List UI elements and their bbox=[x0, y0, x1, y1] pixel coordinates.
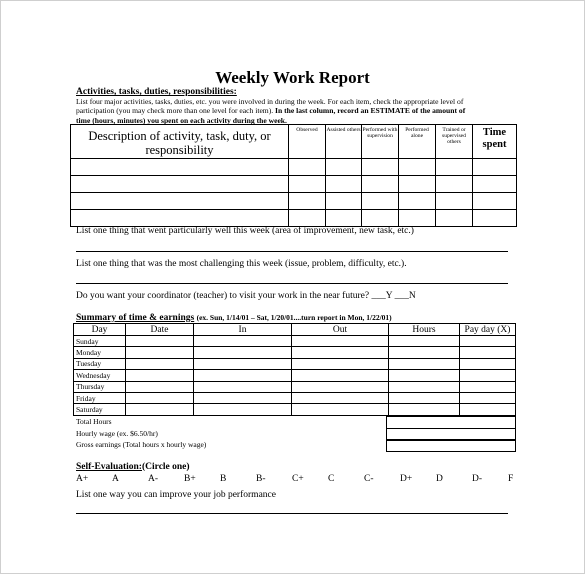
header-date: Date bbox=[126, 324, 194, 336]
check-cell[interactable] bbox=[399, 176, 436, 193]
pay-day-cell[interactable] bbox=[460, 370, 516, 381]
header-out: Out bbox=[292, 324, 389, 336]
check-cell[interactable] bbox=[399, 159, 436, 176]
question-improve: List one way you can improve your job performance bbox=[76, 490, 276, 500]
pay-day-cell[interactable] bbox=[460, 358, 516, 369]
date-cell[interactable] bbox=[126, 404, 194, 415]
hours-cell[interactable] bbox=[389, 358, 460, 369]
visit-yes-option[interactable]: Y bbox=[385, 291, 393, 301]
check-cell[interactable] bbox=[436, 176, 473, 193]
time-cell[interactable] bbox=[473, 159, 517, 176]
col-observed: Observed bbox=[289, 125, 326, 159]
day-label: Wednesday bbox=[74, 370, 126, 381]
answer-line-went-well[interactable] bbox=[76, 251, 508, 252]
grade-option[interactable]: C- bbox=[364, 474, 374, 484]
grade-option[interactable]: A+ bbox=[76, 474, 89, 484]
date-cell[interactable] bbox=[126, 392, 194, 403]
grade-option[interactable]: A bbox=[112, 474, 119, 484]
col-alone: Performed alone bbox=[399, 125, 436, 159]
activity-row-4 bbox=[71, 210, 517, 227]
out-cell[interactable] bbox=[292, 404, 389, 415]
day-label: Thursday bbox=[74, 381, 126, 392]
grade-option[interactable]: D+ bbox=[400, 474, 413, 484]
in-cell[interactable] bbox=[194, 381, 292, 392]
pay-day-cell[interactable] bbox=[460, 347, 516, 358]
day-label: Monday bbox=[74, 347, 126, 358]
gross-earnings-box[interactable] bbox=[386, 439, 516, 452]
day-label: Friday bbox=[74, 392, 126, 403]
check-cell[interactable] bbox=[289, 210, 326, 227]
day-row bbox=[74, 347, 516, 358]
check-cell[interactable] bbox=[326, 210, 362, 227]
header-hours: Hours bbox=[389, 324, 460, 336]
date-cell[interactable] bbox=[126, 370, 194, 381]
activity-description-cell[interactable] bbox=[71, 159, 289, 176]
check-cell[interactable] bbox=[289, 159, 326, 176]
question-visit: Do you want your coordinator (teacher) to visit your work in the near future? ___Y ___N bbox=[76, 291, 416, 301]
intro-line-2-bold: In the last column, record an ESTIMATE of the amount of bbox=[275, 106, 466, 116]
grade-option[interactable]: F bbox=[508, 474, 514, 484]
self-evaluation-heading bbox=[76, 462, 190, 472]
check-cell[interactable] bbox=[436, 210, 473, 227]
date-cell[interactable] bbox=[126, 381, 194, 392]
total-hours-label: Total Hours bbox=[76, 417, 112, 426]
in-cell[interactable] bbox=[194, 347, 292, 358]
hours-cell[interactable] bbox=[389, 336, 460, 347]
activity-description-cell[interactable] bbox=[71, 210, 289, 227]
time-cell[interactable] bbox=[473, 176, 517, 193]
self-evaluation-instruction: (Circle one) bbox=[141, 462, 190, 472]
day-label: Saturday bbox=[74, 404, 126, 415]
day-label: Sunday bbox=[74, 336, 126, 347]
check-cell[interactable] bbox=[399, 193, 436, 210]
check-cell[interactable] bbox=[326, 176, 362, 193]
header-pay-day: Pay day (X) bbox=[460, 324, 516, 336]
check-cell[interactable] bbox=[436, 159, 473, 176]
hours-cell[interactable] bbox=[389, 370, 460, 381]
question-challenging: List one thing that was the most challenging this week (issue, problem, difficulty, etc.). bbox=[76, 259, 407, 269]
check-cell[interactable] bbox=[362, 176, 399, 193]
out-cell[interactable] bbox=[292, 347, 389, 358]
in-cell[interactable] bbox=[194, 358, 292, 369]
check-cell[interactable] bbox=[436, 193, 473, 210]
grade-option[interactable]: C bbox=[328, 474, 335, 484]
check-cell[interactable] bbox=[289, 176, 326, 193]
activities-instructions bbox=[76, 97, 508, 125]
col-assisted: Assisted others bbox=[326, 125, 362, 159]
day-row bbox=[74, 404, 516, 415]
in-cell[interactable] bbox=[194, 404, 292, 415]
grade-option[interactable]: C+ bbox=[292, 474, 304, 484]
date-cell[interactable] bbox=[126, 336, 194, 347]
visit-no-option[interactable]: N bbox=[408, 291, 416, 301]
activity-row-3 bbox=[71, 193, 517, 210]
col-description: Description of activity, task, duty, or responsibility bbox=[71, 125, 289, 159]
check-cell[interactable] bbox=[399, 210, 436, 227]
activity-description-cell[interactable] bbox=[71, 176, 289, 193]
out-cell[interactable] bbox=[292, 358, 389, 369]
in-cell[interactable] bbox=[194, 370, 292, 381]
intro-line-2 bbox=[76, 106, 508, 115]
pay-day-cell[interactable] bbox=[460, 336, 516, 347]
self-evaluation-title: Self-Evaluation: bbox=[76, 462, 142, 472]
day-row bbox=[74, 381, 516, 392]
hourly-wage-label: Hourly wage (ex. $6.50/hr) bbox=[76, 429, 158, 438]
summary-heading bbox=[76, 313, 392, 323]
summary-title: Summary of time & earnings bbox=[76, 313, 195, 323]
out-cell[interactable] bbox=[292, 392, 389, 403]
day-label: Tuesday bbox=[74, 358, 126, 369]
time-earnings-table bbox=[73, 323, 516, 416]
day-row bbox=[74, 358, 516, 369]
col-time-spent: Time spent bbox=[473, 125, 517, 159]
pay-day-cell[interactable] bbox=[460, 381, 516, 392]
activity-description-cell[interactable] bbox=[71, 193, 289, 210]
question-went-well: List one thing that went particularly well this week (area of improvement, new task, etc.) bbox=[76, 226, 414, 236]
pay-day-cell[interactable] bbox=[460, 392, 516, 403]
check-cell[interactable] bbox=[326, 159, 362, 176]
col-supervision: Performed with supervision bbox=[362, 125, 399, 159]
col-trained: Trained or supervised others bbox=[436, 125, 473, 159]
check-cell[interactable] bbox=[362, 210, 399, 227]
activities-heading: Activities, tasks, duties, responsibilities: bbox=[76, 87, 237, 97]
grade-option[interactable]: D bbox=[436, 474, 443, 484]
out-cell[interactable] bbox=[292, 336, 389, 347]
hours-cell[interactable] bbox=[389, 381, 460, 392]
check-cell[interactable] bbox=[326, 193, 362, 210]
hours-cell[interactable] bbox=[389, 347, 460, 358]
gross-earnings-label: Gross earnings (Total hours x hourly wage) bbox=[76, 440, 207, 449]
activities-table bbox=[70, 124, 517, 227]
header-day: Day bbox=[74, 324, 126, 336]
time-cell[interactable] bbox=[473, 210, 517, 227]
out-cell[interactable] bbox=[292, 370, 389, 381]
intro-line-2-text: participation (you may check more than one level for each item). bbox=[76, 106, 276, 116]
pay-day-cell[interactable] bbox=[460, 404, 516, 415]
total-hours-box[interactable] bbox=[386, 416, 516, 429]
out-cell[interactable] bbox=[292, 381, 389, 392]
check-cell[interactable] bbox=[289, 193, 326, 210]
day-row bbox=[74, 370, 516, 381]
intro-line-3: time (hours, minutes) you spent on each activity during the week. bbox=[76, 115, 287, 125]
answer-line-challenging[interactable] bbox=[76, 283, 508, 284]
date-cell[interactable] bbox=[126, 358, 194, 369]
grade-option[interactable]: B+ bbox=[184, 474, 196, 484]
check-cell[interactable] bbox=[362, 193, 399, 210]
grade-option[interactable]: A- bbox=[148, 474, 159, 484]
intro-line-1: List four major activities, tasks, duties, etc. you were involved in during the week. For each item, check the appropriate level of bbox=[76, 97, 464, 106]
hours-cell[interactable] bbox=[389, 404, 460, 415]
date-cell[interactable] bbox=[126, 347, 194, 358]
day-row bbox=[74, 336, 516, 347]
summary-example: (ex. Sun, 1/14/01 – Sat, 1/20/01....turn report in Mon, 1/22/01) bbox=[196, 313, 392, 322]
check-cell[interactable] bbox=[362, 159, 399, 176]
header-in: In bbox=[194, 324, 292, 336]
answer-line-improve[interactable] bbox=[76, 513, 508, 514]
hours-cell[interactable] bbox=[389, 392, 460, 403]
day-row bbox=[74, 392, 516, 403]
in-cell[interactable] bbox=[194, 336, 292, 347]
in-cell[interactable] bbox=[194, 392, 292, 403]
activity-row-1 bbox=[71, 159, 517, 176]
grade-option[interactable]: B- bbox=[256, 474, 266, 484]
grade-option[interactable]: B bbox=[220, 474, 227, 484]
grade-option[interactable]: D- bbox=[472, 474, 483, 484]
time-cell[interactable] bbox=[473, 193, 517, 210]
report-title: Weekly Work Report bbox=[215, 68, 370, 87]
question-visit-text: Do you want your coordinator (teacher) to visit your work in the near future? bbox=[76, 291, 370, 301]
activity-row-2 bbox=[71, 176, 517, 193]
